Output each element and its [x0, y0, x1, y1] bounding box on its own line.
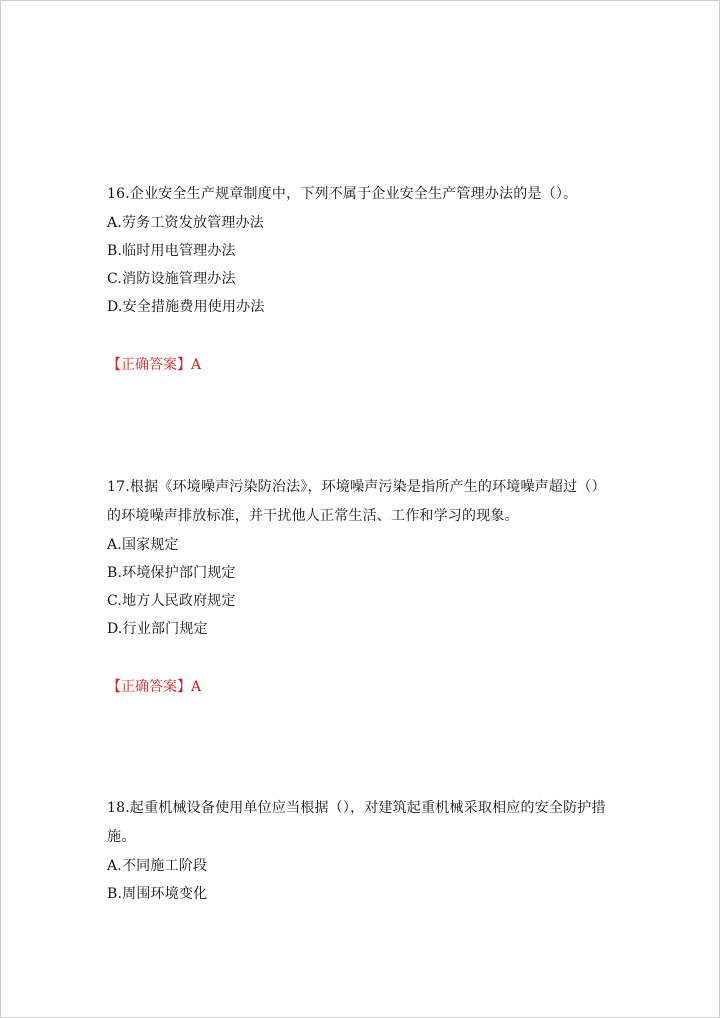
question-stem-line-1: 17.根据《环境噪声污染防治法》，环境噪声污染是指所产生的环境噪声超过（）	[107, 479, 606, 495]
question-stem-line-1: 18.起重机械设备使用单位应当根据（），对建筑起重机械采取相应的安全防护措	[107, 800, 606, 816]
option-c: C.地方人民政府规定	[107, 593, 236, 609]
answer-value: A	[191, 357, 202, 373]
answer-label: 【正确答案】	[107, 357, 191, 373]
answer-value: A	[191, 679, 202, 695]
question-stem-line-2: 的环境噪声排放标准，并干扰他人正常生活、工作和学习的现象。	[107, 508, 519, 524]
answer-label: 【正确答案】	[107, 679, 191, 695]
option-a: A.劳务工资发放管理办法	[107, 215, 264, 231]
question-stem-line-2: 施。	[107, 829, 136, 845]
option-b: B.周围环境变化	[107, 886, 208, 902]
option-d: D.行业部门规定	[107, 621, 208, 637]
option-c: C.消防设施管理办法	[107, 271, 236, 287]
answer-line	[107, 673, 607, 701]
question-18	[107, 794, 607, 908]
option-b: B.环境保护部门规定	[107, 565, 236, 581]
option-a: A.不同施工阶段	[107, 858, 208, 874]
option-b: B.临时用电管理办法	[107, 243, 236, 259]
answer-line	[107, 351, 607, 379]
question-16	[107, 180, 607, 379]
option-d: D.安全措施费用使用办法	[107, 299, 265, 315]
question-stem: 16.企业安全生产规章制度中，下列不属于企业安全生产管理办法的是（）。	[107, 186, 578, 202]
option-a: A.国家规定	[107, 537, 179, 553]
question-17	[107, 473, 607, 701]
